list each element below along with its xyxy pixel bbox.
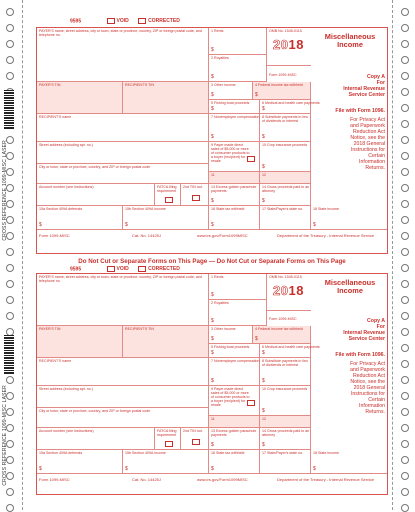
box9-checkbox-2[interactable] (247, 400, 255, 406)
tractor-hole (401, 264, 409, 272)
omb-year-block-2: OMB No. 1545-0115 2018 (267, 274, 311, 311)
footer-url: www.irs.gov/Form1099MISC (197, 233, 248, 238)
tractor-hole (401, 216, 409, 224)
box15a-field-2[interactable]: 15a Section 409A deferrals $ (37, 450, 123, 474)
tractor-hole (6, 40, 14, 48)
recipient-tin-field[interactable]: RECIPIENT'S TIN (123, 82, 209, 114)
privacy-line: Reduction Act (352, 373, 385, 379)
privacy-line: and Paperwork (350, 367, 385, 373)
second-tin-field[interactable]: 2nd TIN not. (181, 184, 209, 206)
city-state-field[interactable]: City or town, state or province, country, and ZIP or foreign postal code (37, 164, 209, 184)
box2-royalties[interactable]: 2 Royalties $ (209, 55, 267, 82)
do-not-cut-banner: Do Not Cut or Separate Forms on This Page — Do Not Cut or Separate Forms on This Page (78, 258, 346, 265)
tractor-hole (6, 296, 14, 304)
footer-dept-2: Department of the Treasury - Internal Revenue Service (277, 477, 375, 482)
tractor-hole (401, 392, 409, 400)
box6-medical[interactable]: 6 Medical and health care payments $ (262, 101, 320, 112)
tractor-hole (401, 360, 409, 368)
tractor-hole (401, 248, 409, 256)
form-number-2: Form 1099-MISC (269, 317, 297, 321)
tractor-hole (6, 312, 14, 320)
copy-label: Copy A For Internal Revenue Service Center (343, 74, 385, 98)
copy-label-2: Copy A For Internal Revenue Service Center (343, 318, 385, 342)
box8-substitute[interactable]: 8 Substitute payments in lieu of dividends or interest $ (260, 114, 311, 142)
tractor-hole (401, 232, 409, 240)
box2-royalties-2[interactable]: 2 Royalties $ (209, 300, 267, 326)
payer-tin-field[interactable]: PAYER'S TIN (37, 82, 123, 114)
tractor-hole (6, 24, 14, 32)
tractor-hole (401, 40, 409, 48)
tractor-hole (401, 184, 409, 192)
barcode-top (4, 90, 14, 130)
street-address-field-2[interactable]: Street address (including apt. no.) (37, 386, 209, 408)
box16-state-tax[interactable]: 16 State tax withheld $ (209, 206, 260, 230)
box1-rents[interactable]: 1 Rents $ (209, 28, 267, 55)
box15b-field[interactable]: 15b Section 409A income $ (123, 206, 209, 230)
privacy-line: Notice, see the (350, 379, 385, 385)
box10-crop-2[interactable]: 10 Crop insurance proceeds $ (260, 386, 311, 416)
tractor-hole (401, 296, 409, 304)
tractor-hole (401, 344, 409, 352)
tractor-hole (401, 8, 409, 16)
box17-state-no[interactable]: 17 State/Payer's state no. (260, 206, 311, 230)
tractor-hole (401, 456, 409, 464)
fatca-field-2[interactable]: FATCA filing requirement (155, 428, 181, 450)
form-1099-copy-a-top (36, 27, 388, 254)
box14-attorney[interactable]: 14 Gross proceeds paid to an attorney $ (262, 185, 310, 204)
box13-golden-2[interactable]: 13 Excess golden parachute payments $ (209, 428, 260, 450)
void-checkbox-2[interactable]: VOID (105, 266, 129, 272)
omb-year-block: OMB No. 1545-0115 2018 (267, 28, 311, 66)
privacy-line: Certain (368, 153, 385, 159)
second-tin-checkbox[interactable] (192, 195, 200, 201)
privacy-line: Instructions for (350, 147, 385, 153)
footer-cat-2: Cat. No. 14425J (132, 477, 161, 482)
void-checkbox[interactable]: VOID (105, 18, 129, 24)
tractor-hole (6, 280, 14, 288)
box1-rents-2[interactable]: 1 Rents $ (209, 274, 267, 300)
fatca-field[interactable]: FATCA filing requirement (155, 184, 181, 206)
footer-dept: Department of the Treasury - Internal Revenue Service (277, 233, 375, 238)
side-text-top: CROSS REFERENCE 1099-MISC LASER (2, 140, 8, 241)
privacy-line: Returns. (365, 409, 385, 415)
tractor-hole (6, 72, 14, 80)
tractor-hole (401, 120, 409, 128)
tractor-hole (401, 280, 409, 288)
footer-form: Form 1099-MISC (39, 233, 70, 238)
privacy-line: and Paperwork (350, 123, 385, 129)
privacy-line: Returns. (365, 165, 385, 171)
fatca-checkbox-2[interactable] (165, 441, 173, 447)
payer-name-field-2[interactable]: PAYER'S name, street address, city or town, state or province, country, ZIP or foreign postal code, and telephone no. (37, 274, 209, 326)
box11: 11 (209, 172, 260, 184)
tractor-hole (401, 472, 409, 480)
tractor-hole (6, 8, 14, 16)
box16-state-tax-2[interactable]: 16 State tax withheld $ (209, 450, 260, 474)
box13-golden[interactable]: 13 Excess golden parachute payments $ (209, 184, 260, 206)
box9-direct-sales[interactable]: 9 Payer made direct sales of $5,000 or more of consumer products to a buyer (recipient) for resale (209, 142, 260, 172)
box12-2: 12 (260, 416, 311, 428)
privacy-line: 2018 General (353, 385, 385, 391)
recipient-name-field-2[interactable]: RECIPIENT'S name (37, 358, 209, 386)
payer-name-field[interactable]: PAYER'S name, street address, city or town, state or province, country, ZIP or foreign postal code, and telephone no. (37, 28, 209, 82)
privacy-line: For Privacy Act (350, 117, 385, 123)
tractor-hole (401, 152, 409, 160)
second-tin-field-2[interactable]: 2nd TIN not. (181, 428, 209, 450)
form-1099-copy-a-bottom (36, 273, 388, 495)
file-with-note: File with Form 1096. (335, 108, 385, 114)
corrected-checkbox-2[interactable]: CORRECTED (136, 266, 180, 272)
tractor-hole (401, 408, 409, 416)
box12: 12 (260, 172, 311, 184)
barcode-bottom (4, 335, 14, 375)
left-perforation (22, 0, 23, 510)
box18-state-income[interactable]: 18 State income $ (311, 206, 387, 230)
corrected-checkbox[interactable]: CORRECTED (136, 18, 180, 24)
box17-state-no-2[interactable]: 17 State/Payer's state no. (260, 450, 311, 474)
privacy-line: Certain (368, 397, 385, 403)
tractor-hole (401, 56, 409, 64)
box7-nonemployee[interactable]: 7 Nonemployee compensation $ (211, 115, 260, 140)
form-header-top (70, 18, 180, 24)
box3-other-income[interactable]: 3 Other income $ (209, 82, 253, 100)
box3-other-income-2[interactable]: 3 Other income $ (209, 326, 253, 344)
privacy-line: For Privacy Act (350, 361, 385, 367)
box9-checkbox[interactable] (247, 156, 255, 162)
right-tractor-strip (395, 0, 415, 510)
box4-federal-tax-2[interactable]: 4 Federal income tax withheld $ (253, 326, 311, 344)
box5-fishing[interactable]: 5 Fishing boat proceeds $ (209, 100, 260, 114)
file-with-note-2: File with Form 1096. (335, 352, 385, 358)
tractor-hole (6, 248, 14, 256)
recipient-tin-field-2[interactable]: RECIPIENT'S TIN (123, 326, 209, 358)
form-title-2: Miscellaneous Income (324, 278, 376, 295)
fatca-checkbox[interactable] (165, 197, 173, 203)
tractor-hole (401, 312, 409, 320)
tractor-hole (401, 104, 409, 112)
box11-2: 11 (209, 416, 260, 428)
tractor-hole (401, 424, 409, 432)
box4-federal-tax[interactable]: 4 Federal income tax withheld $ (253, 82, 311, 100)
tractor-hole (401, 488, 409, 496)
privacy-line: Information (359, 159, 385, 165)
tractor-hole (6, 488, 14, 496)
box15a-field[interactable]: 15a Section 409A deferrals $ (37, 206, 123, 230)
privacy-line: Reduction Act (352, 129, 385, 135)
footer-url-2: www.irs.gov/Form1099MISC (197, 477, 248, 482)
side-text-bottom: CROSS REFERENCE 1099-MISC LASER (2, 385, 8, 486)
tractor-hole (401, 376, 409, 384)
tractor-hole (6, 56, 14, 64)
box8-substitute-2[interactable]: 8 Substitute payments in lieu of dividends or interest $ (260, 358, 311, 386)
footer-cat: Cat. No. 14425J (132, 233, 161, 238)
privacy-notice (313, 117, 385, 171)
city-state-field-2[interactable]: City or town, state or province, country, and ZIP or foreign postal code (37, 408, 209, 428)
tractor-hole (401, 88, 409, 96)
tractor-hole (401, 24, 409, 32)
tractor-hole (401, 440, 409, 448)
footer-form-2: Form 1099-MISC (39, 477, 70, 482)
box18-state-income-2[interactable]: 18 State income $ (311, 450, 387, 474)
account-number-field[interactable]: Account number (see instructions) (37, 184, 155, 206)
privacy-line: Instructions for (350, 391, 385, 397)
box15b-field-2[interactable]: 15b Section 409A income $ (123, 450, 209, 474)
privacy-notice-2 (313, 361, 385, 415)
tractor-hole (6, 504, 14, 512)
right-perforation (392, 0, 393, 510)
recipient-name-field[interactable]: RECIPIENT'S name (37, 114, 209, 142)
tractor-hole (401, 328, 409, 336)
box6-medical-2[interactable]: 6 Medical and health care payments $ (262, 345, 320, 356)
box5-fishing-2[interactable]: 5 Fishing boat proceeds $ (209, 344, 260, 358)
form-title: Miscellaneous Income (324, 32, 376, 49)
box9-direct-sales-2[interactable]: 9 Payer made direct sales of $5,000 or more of consumer products to a buyer (recipient) for resale (209, 386, 260, 416)
box10-crop[interactable]: 10 Crop insurance proceeds $ (260, 142, 311, 172)
box7-nonemployee-2[interactable]: 7 Nonemployee compensation $ (211, 359, 260, 384)
tractor-hole (401, 504, 409, 512)
privacy-line: Notice, see the (350, 135, 385, 141)
privacy-line: Information (359, 403, 385, 409)
tractor-hole (401, 136, 409, 144)
street-address-field[interactable]: Street address (including apt. no.) (37, 142, 209, 164)
box14-attorney-2[interactable]: 14 Gross proceeds paid to an attorney $ (262, 429, 310, 448)
tractor-hole (401, 200, 409, 208)
tractor-hole (6, 376, 14, 384)
form-code: 9595 (70, 18, 82, 25)
tractor-hole (401, 168, 409, 176)
form-header-bottom: 9595 VOID CORRECTED (70, 266, 180, 273)
second-tin-checkbox-2[interactable] (192, 439, 200, 445)
tractor-hole (6, 264, 14, 272)
payer-tin-field-2[interactable]: PAYER'S TIN (37, 326, 123, 358)
privacy-line: 2018 General (353, 141, 385, 147)
tractor-hole (401, 72, 409, 80)
account-number-field-2[interactable]: Account number (see instructions) (37, 428, 155, 450)
form-number: Form 1099-MISC (269, 73, 297, 77)
